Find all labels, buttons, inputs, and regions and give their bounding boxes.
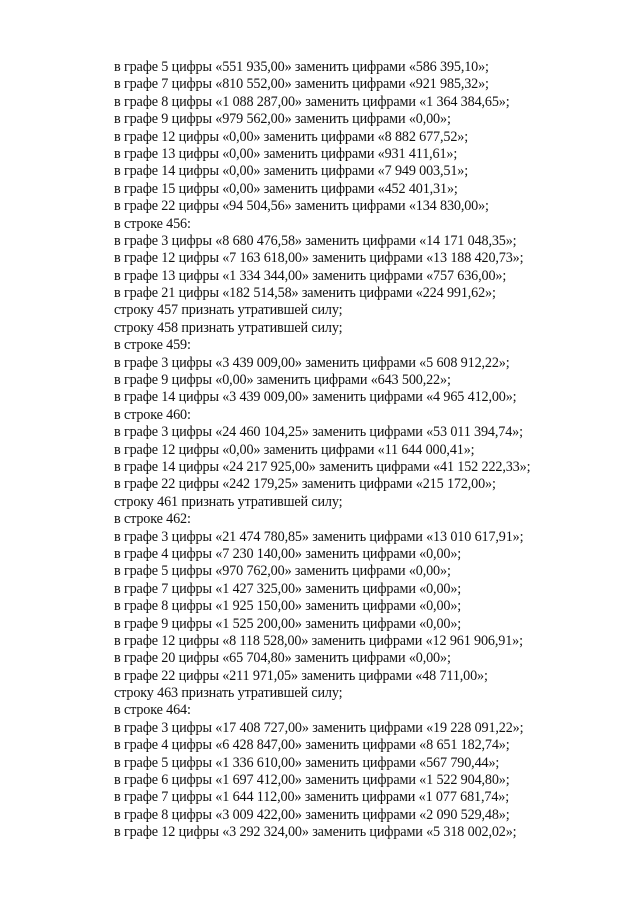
text-line: в графе 8 цифры «3 009 422,00» заменить цифрами «2 090 529,48»;: [114, 806, 510, 823]
text-line: в графе 5 цифры «970 762,00» заменить цифрами «0,00»;: [114, 563, 451, 580]
text-line: строку 463 признать утратившей силу;: [114, 685, 343, 702]
text-line: в строке 464:: [114, 702, 191, 719]
text-line: в графе 7 цифры «1 427 325,00» заменить цифрами «0,00»;: [114, 580, 462, 597]
text-line: в графе 6 цифры «1 697 412,00» заменить цифрами «1 522 904,80»;: [114, 772, 510, 789]
text-line: в графе 9 цифры «979 562,00» заменить цифрами «0,00»;: [114, 111, 451, 128]
text-line: в графе 13 цифры «1 334 344,00» заменить цифрами «757 636,00»;: [114, 267, 507, 284]
text-line: в графе 14 цифры «3 439 009,00» заменить цифрами «4 965 412,00»;: [114, 389, 517, 406]
text-line: в графе 3 цифры «8 680 476,58» заменить цифрами «14 171 048,35»;: [114, 232, 517, 249]
text-line: в графе 8 цифры «1 088 287,00» заменить цифрами «1 364 384,65»;: [114, 93, 510, 110]
text-line: в строке 462:: [114, 511, 191, 528]
amendment-text: [114, 59, 614, 842]
text-line: в графе 9 цифры «0,00» заменить цифрами «643 500,22»;: [114, 372, 451, 389]
text-line: в графе 4 цифры «6 428 847,00» заменить цифрами «8 651 182,74»;: [114, 737, 510, 754]
text-line: строку 457 признать утратившей силу;: [114, 302, 343, 319]
text-line: в графе 3 цифры «17 408 727,00» заменить цифрами «19 228 091,22»;: [114, 719, 524, 736]
text-line: в графе 22 цифры «94 504,56» заменить цифрами «134 830,00»;: [114, 198, 489, 215]
text-line: в графе 4 цифры «7 230 140,00» заменить цифрами «0,00»;: [114, 545, 462, 562]
text-line: в графе 9 цифры «1 525 200,00» заменить цифрами «0,00»;: [114, 615, 462, 632]
text-line: в графе 3 цифры «24 460 104,25» заменить цифрами «53 011 394,74»;: [114, 424, 523, 441]
text-line: в графе 12 цифры «3 292 324,00» заменить цифрами «5 318 002,02»;: [114, 824, 517, 841]
text-line: в графе 3 цифры «3 439 009,00» заменить цифрами «5 608 912,22»;: [114, 354, 510, 371]
text-line: в графе 22 цифры «211 971,05» заменить цифрами «48 711,00»;: [114, 667, 488, 684]
text-line: в графе 12 цифры «0,00» заменить цифрами «11 644 000,41»;: [114, 441, 475, 458]
text-line: в строке 459:: [114, 337, 191, 354]
text-line: в графе 21 цифры «182 514,58» заменить цифрами «224 991,62»;: [114, 285, 496, 302]
text-line: в графе 20 цифры «65 704,80» заменить цифрами «0,00»;: [114, 650, 451, 667]
text-line: в графе 14 цифры «24 217 925,00» заменить цифрами «41 152 222,33»;: [114, 458, 531, 475]
text-line: в графе 12 цифры «0,00» заменить цифрами «8 882 677,52»;: [114, 128, 469, 145]
text-line: в графе 5 цифры «551 935,00» заменить цифрами «586 395,10»;: [114, 59, 489, 75]
text-line: в графе 7 цифры «810 552,00» заменить цифрами «921 985,32»;: [114, 76, 489, 93]
text-line: в графе 13 цифры «0,00» заменить цифрами «931 411,61»;: [114, 145, 458, 162]
text-line: в строке 460:: [114, 406, 191, 423]
text-line: строку 461 признать утратившей силу;: [114, 493, 343, 510]
text-line: в графе 22 цифры «242 179,25» заменить цифрами «215 172,00»;: [114, 476, 496, 493]
text-line: в графе 3 цифры «21 474 780,85» заменить цифрами «13 010 617,91»;: [114, 528, 524, 545]
text-line: в строке 456:: [114, 215, 191, 232]
text-line: в графе 7 цифры «1 644 112,00» заменить цифрами «1 077 681,74»;: [114, 789, 510, 806]
text-line: в графе 12 цифры «8 118 528,00» заменить цифрами «12 961 906,91»;: [114, 632, 523, 649]
text-line: в графе 12 цифры «7 163 618,00» заменить цифрами «13 188 420,73»;: [114, 250, 524, 267]
text-line: строку 458 признать утратившей силу;: [114, 319, 343, 336]
text-line: в графе 15 цифры «0,00» заменить цифрами «452 401,31»;: [114, 180, 458, 197]
text-line: в графе 5 цифры «1 336 610,00» заменить цифрами «567 790,44»;: [114, 754, 500, 771]
text-line: в графе 14 цифры «0,00» заменить цифрами «7 949 003,51»;: [114, 163, 469, 180]
text-line: в графе 8 цифры «1 925 150,00» заменить цифрами «0,00»;: [114, 598, 462, 615]
